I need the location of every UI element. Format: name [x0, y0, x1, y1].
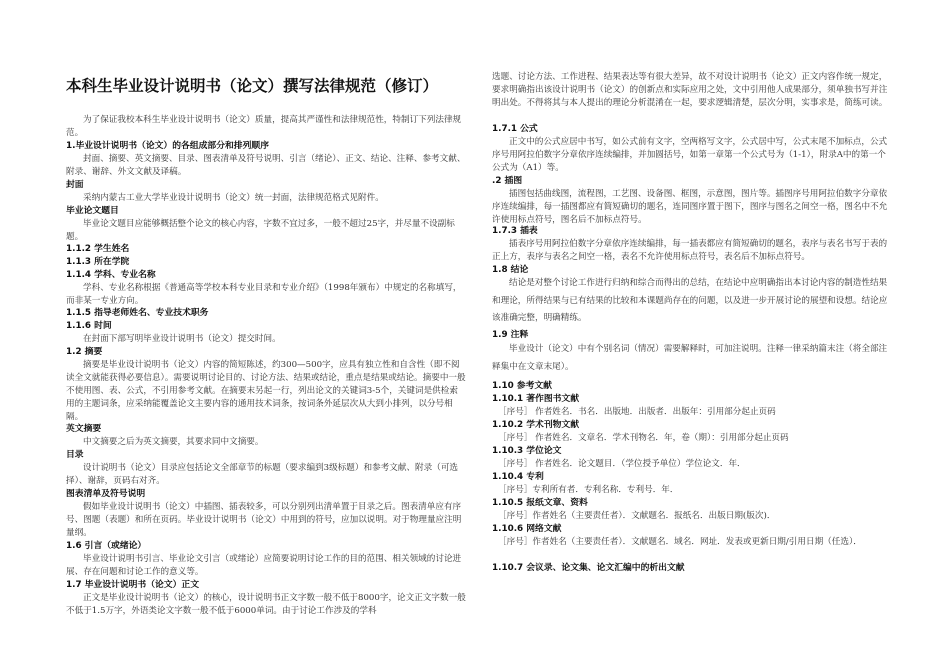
- heading-1-10-4: 1.10.4 专利: [492, 472, 544, 482]
- heading-1-10-6: 1.10.6 网络文献: [492, 524, 562, 534]
- ref-format-book: ［序号］ 作者姓名．书名．出版地．出版者．出版年：引用部分起止页码: [498, 407, 776, 417]
- paragraph-figures: 假如毕业设计说明书（论文）中插图、插表较多，可以分别列出清单置于目录之后。图表清单应有序号、图题（表题）和所在页码。毕业设计说明书（论文）中用到的符号，应加以说明。对于物理量应注明量纲。: [66, 502, 462, 538]
- heading-cover: 封面: [66, 180, 84, 190]
- paragraph-1-7: 正文是毕业设计说明书（论文）的核心，设计说明书正文字数一般不低于8000字，论文正文字数一般不低于1.5万字，外语类论文字数一般不低于6000单词。由于讨论工作涉及的学科: [66, 593, 466, 616]
- paragraph-1-7-cont: 选题、讨论方法、工作进程、结果表达等有很大差异，故不对设计说明书（论文）正文内容作统一规定，要求明确指出该设计说明书（论文）的创新点和实际应用之处，文中引用他人成果部分，须单独书写并注明出处。不得将其与本人提出的理论分析混淆在一起，要求逻辑清楚，层次分明，实事求是，简练可读。: [492, 72, 888, 108]
- heading-1-7-2: .2 插图: [492, 176, 523, 186]
- heading-figures: 图表清单及符号说明: [66, 489, 146, 499]
- heading-topic: 毕业论文题目: [66, 206, 119, 216]
- paragraph-1-9: 毕业设计（论文）中有个别名词（情况）需要解释时，可加注说明。注释一律采纳篇末注（将全部注释集中在文章末尾）。: [492, 344, 888, 372]
- paragraph-1-8: 结论是对整个讨论工作进行归纳和综合而得出的总结，在结论中应明确指出本讨论内容的制造性结果和理论，所得结果与已有结果的比较和本课题尚存在的问题，以及进一步开展讨论的展望和设想。结论应该准确完整，明确精练。: [492, 278, 888, 323]
- heading-1-10-1: 1.10.1 著作图书文献: [492, 394, 580, 404]
- paragraph-1-7-2: 插图包括曲线图，流程图，工艺图、设备图、框图，示意图，图片等。插图序号用阿拉伯数字分章依序连续编排，每一插图都应有简短确切的题名，连同图序置于图下，图序与图名之间空一格，图名中不允许使用标点符号，图名后不加标点符号。: [492, 189, 888, 225]
- heading-1-7-3: 1.7.3 插表: [492, 226, 538, 236]
- heading-1-1-4: 1.1.4 学科、专业名称: [66, 270, 156, 280]
- heading-en-abstract: 英文摘要: [66, 424, 102, 434]
- heading-1-1-5: 1.1.5 指导老师姓名、专业技术职务: [66, 308, 209, 318]
- heading-1-2: 1.2 摘要: [66, 347, 103, 357]
- heading-1-1-2: 1.1.2 学生姓名: [66, 244, 130, 254]
- paragraph-1-6: 毕业设计说明书引言、毕业论文引言（或绪论）应简要说明讨论工作的目的范围、相关领域的讨论进展、存在问题和讨论工作的意义等。: [66, 554, 462, 577]
- paragraph-1-2: 摘要是毕业设计说明书（论文）内容的简短陈述，约300—500字，应具有独立性和自含性（即不阅读全文就能获得必要信息）。需要说明讨论目的、讨论方法、结果或结论，重点是结果或结论。摘要中一般不使用图、表、公式，不引用参考文献。在摘要末另起一行，列出论文的关键词3-5个，关键词是供检索用的主题词条，应采纳能覆盖论文主要内容的通用技术词条，按词条外延层次从大到小排列，以分号相隔。: [66, 360, 466, 422]
- paragraph-1-7-3: 插表序号用阿拉伯数字分章依序连续编排，每一插表都应有简短确切的题名，表序与表名书写于表的正上方，表序与表名之间空一格，表名不允许使用标点符号，表名后不加标点符号。: [492, 239, 888, 262]
- paragraph-toc: 设计说明书（论文）目录应包括论文全部章节的标题（要求编到3级标题）和参考文献、附录（可选择）、谢辞，页码右对齐。: [66, 463, 459, 486]
- heading-1-10: 1.10 参考文献: [492, 381, 552, 391]
- ref-format-web: ［序号］作者姓名（主要责任者）．文献题名．域名．网址．发表或更新日期/引用日期（任选）．: [498, 537, 862, 547]
- heading-1-10-7: 1.10.7 会议录、论文集、论文汇编中的析出文献: [492, 563, 685, 573]
- heading-toc: 目录: [66, 450, 84, 460]
- heading-1-1-3: 1.1.3 所在学院: [66, 257, 130, 267]
- ref-format-patent: ［序号］专利所有者．专利名称．专利号．年．: [498, 485, 679, 495]
- ref-format-newspaper: ［序号］作者姓名（主要责任者）．文献题名．报纸名．出版日期(版次)．: [498, 511, 776, 521]
- document-title: 本科生毕业设计说明书（论文）撰写法律规范（修订）: [66, 77, 439, 95]
- heading-1-9: 1.9 注释: [492, 330, 529, 340]
- heading-1-8: 1.8 结论: [492, 265, 529, 275]
- heading-1-7: 1.7 毕业设计说明书（论文）正文: [66, 580, 200, 590]
- heading-1-10-2: 1.10.2 学术刊物文献: [492, 420, 580, 430]
- heading-1-7-1: 1.7.1 公式: [492, 124, 538, 134]
- ref-format-thesis: ［序号］ 作者姓名．论文题目．（学位授予单位）学位论文．年．: [498, 459, 746, 469]
- paragraph-1-7-1: 正文中的公式应居中书写，如公式前有文字，空两格写文字，公式居中写，公式末尾不加标点，公式序号用阿拉伯数字分章依序连续编排，并加圆括号，如第一章第一个公式号为（1-1），附录A中的第一个公式为（A1）等。: [492, 137, 888, 173]
- heading-1-10-5: 1.10.5 报纸文章、资料: [492, 498, 588, 508]
- paragraph-1-1-4: 学科、专业名称根据《普通高等学校本科专业目录和专业介绍》（1998年颁布）中规定的名称填写，而非某一专业方向。: [66, 283, 462, 306]
- paragraph-1: 封面、摘要、英文摘要、目录、图表清单及符号说明、引言（绪论）、正文、结论、注释、参考文献、附录、谢辞、外文文献及译稿。: [66, 154, 466, 177]
- heading-1-1-6: 1.1.6 时间: [66, 321, 112, 331]
- paragraph-cover: 采纳内蒙古工业大学毕业设计说明书（论文）统一封面，法律规范格式见附件。: [83, 193, 384, 203]
- ref-format-journal: ［序号］ 作者姓名．文章名．学术刊物名．年，卷（期）：引用部分起止页码: [498, 433, 789, 443]
- paragraph-1-1-6: 在封面下部写明毕业设计说明书（论文）提交时间。: [83, 334, 281, 344]
- paragraph-en-abstract: 中文摘要之后为英文摘要，其要求同中文摘要。: [83, 437, 264, 447]
- heading-1-10-3: 1.10.3 学位论文: [492, 446, 562, 456]
- heading-1-6: 1.6 引言（或绪论）: [66, 541, 147, 551]
- heading-1: 1.毕业设计说明书（论文）的各组成部分和排列顺序: [66, 141, 269, 151]
- intro-paragraph: 为了保证我校本科生毕业设计说明书（论文）质量，提高其严谨性和法律规范性，特制订下列法律规范。: [66, 115, 462, 138]
- paragraph-topic: 毕业论文题目应能够概括整个论文的核心内容，字数不宜过多，一般不超过25字，并尽量不设副标题。: [66, 219, 455, 242]
